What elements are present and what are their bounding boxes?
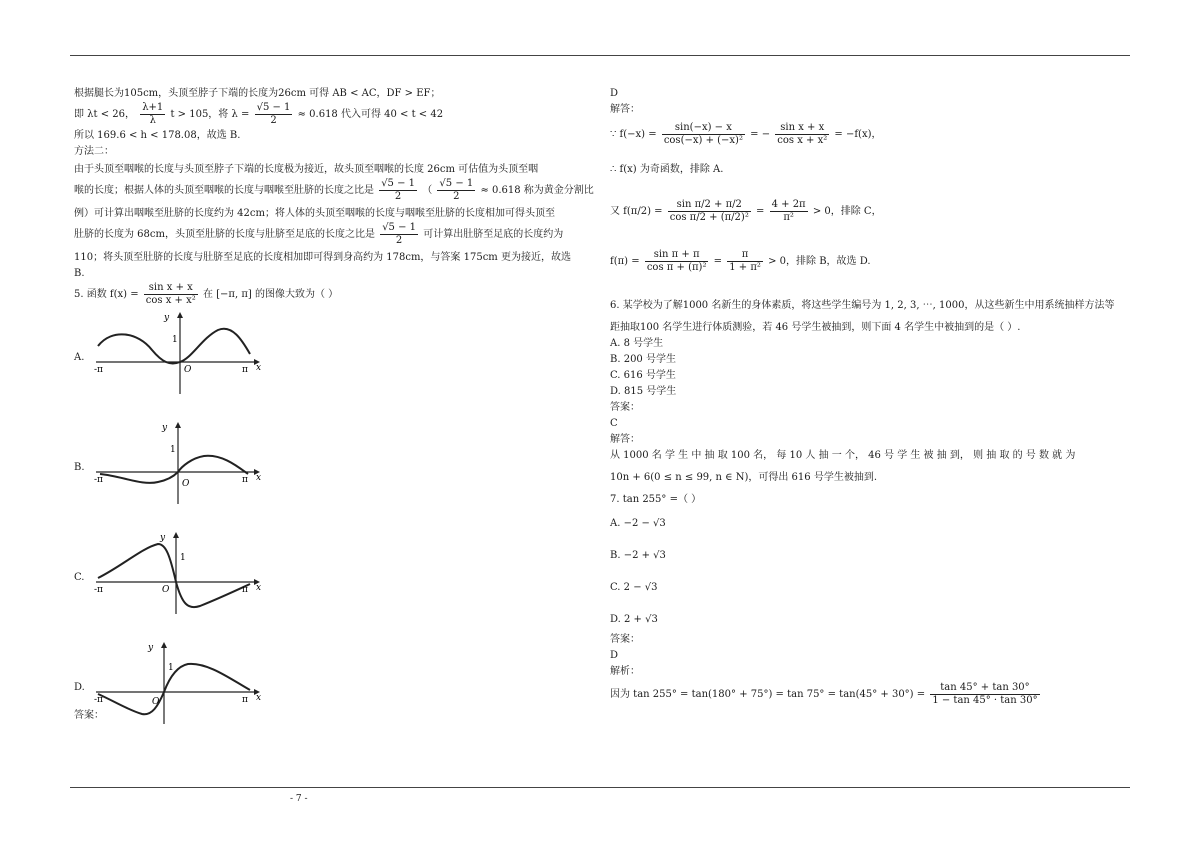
text-line: 110；将头顶至肚脐的长度与肚脐至足底的长度相加即可得到身高约为 178cm，与答案 175cm 更为接近，故选 xyxy=(74,252,571,263)
fraction: $\frac{√5 - 1}{2}$ xyxy=(382,222,417,246)
text-line: 肚脐的长度为 68cm，头顶至肚脐的长度与肚脐至足底的长度之比是 $\frac{√5 - 1}{2}$ 可计算出肚脐至足底的长度约为 xyxy=(74,222,564,246)
option: D. 815 号学生 xyxy=(610,386,677,397)
svg-text:O: O xyxy=(184,365,192,375)
option-label: A. xyxy=(74,352,85,363)
svg-text:x: x xyxy=(256,473,262,483)
math-line: 又 f(π/2) = $\frac{\text{sin π/2 + π/2}}{\text{cos π/2 + (π/2)²}}$ = $\frac{4 + 2\pi}{\text{π²}}$ > 0，排除 C， xyxy=(610,199,882,223)
fraction: $\frac{\sin(-x) - x}{\text{cos(−x) + (−x)²}}$ xyxy=(663,122,743,146)
svg-text:-π: -π xyxy=(94,475,103,485)
text-line: 10n + 6(0 ≤ n ≤ 99, n ∈ N)，可得出 616 号学生被抽到. xyxy=(610,472,877,483)
svg-text:π: π xyxy=(242,365,248,375)
option: B. 200 号学生 xyxy=(610,354,676,365)
option-b xyxy=(74,420,594,530)
svg-text:O: O xyxy=(162,585,170,595)
fraction: $\frac{\lambda+1}{\lambda}$ xyxy=(142,102,164,126)
question-5: 5. 函数 f(x) = $\frac{\text{sin x + x}}{\text{cos x + x²}}$ 在 [−π, π] 的图像大致为（ ） xyxy=(74,282,339,306)
text-line: 即 λt < 26， $\frac{\lambda+1}{\lambda}$ t > 105，将 λ = $\frac{√5 - 1}{2}$ ≈ 0.618 代入可得 40 < t < 42 xyxy=(74,102,444,126)
option-d xyxy=(74,640,594,750)
fraction: $\frac{4 + 2\pi}{\text{π²}}$ xyxy=(771,199,806,223)
solution-label: 解答： xyxy=(610,104,640,115)
svg-text:O: O xyxy=(182,479,190,489)
left-column xyxy=(74,86,594,724)
svg-text:y: y xyxy=(164,313,170,323)
text-line: 距抽取100 名学生进行体质测验，若 46 号学生被抽到，则下面 4 名学生中被抽到的是（ ）. xyxy=(610,322,1021,333)
option-label: D. xyxy=(74,682,85,693)
question-6: 6. 某学校为了解1000 名新生的身体素质，将这些学生编号为 1, 2, 3, ⋯, 1000，从这些新生中用系统抽样方法等 xyxy=(610,300,1115,311)
solution-label: 解答： xyxy=(610,434,640,445)
option-a xyxy=(74,310,594,420)
math-line: ∵ f(−x) = $\frac{\sin(-x) - x}{\text{cos(−x) + (−x)²}}$ = − $\frac{\text{sin x + x}}{\text{cos x + x²}}$ = −f(x)， xyxy=(610,122,882,146)
option-d-graph xyxy=(92,640,262,726)
right-column xyxy=(610,86,1130,710)
text-line: ∴ f(x) 为奇函数，排除 A. xyxy=(610,164,724,175)
svg-text:x: x xyxy=(256,583,262,593)
answer-label: 答案： xyxy=(610,634,640,645)
fraction: $\frac{\text{sin π + π}}{\text{cos π + (π)²}}$ xyxy=(646,249,707,273)
text-line: B. xyxy=(74,268,85,279)
svg-text:π: π xyxy=(242,585,248,595)
option: B. −2 + √3 xyxy=(610,550,666,561)
math-line: 因为 tan 255° = tan(180° + 75°) = tan 75° = tan(45° + 30°) = $\frac{\tan 45^\circ + \tan 30^\circ}{1 - \tan 45^\circ \cdot \tan 30^\circ}$ xyxy=(610,682,1038,706)
svg-text:x: x xyxy=(256,693,262,703)
svg-text:y: y xyxy=(160,533,166,543)
fraction: $\frac{\tan 45^\circ + \tan 30^\circ}{1 - \tan 45^\circ \cdot \tan 30^\circ}$ xyxy=(932,682,1038,706)
option-label: C. xyxy=(74,572,85,583)
answer-value: C xyxy=(610,418,618,429)
option: C. 616 号学生 xyxy=(610,370,676,381)
option-c xyxy=(74,530,594,640)
bottom-rule xyxy=(70,787,1130,788)
svg-text:π: π xyxy=(242,695,248,705)
option-a-graph xyxy=(92,310,262,396)
svg-text:1: 1 xyxy=(172,335,178,345)
question-7: 7. tan 255° =（ ） xyxy=(610,494,702,505)
text-line: 方法二： xyxy=(74,146,114,157)
option: A. −2 − √3 xyxy=(610,518,666,529)
svg-text:1: 1 xyxy=(168,663,174,673)
fraction: $\frac{\text{sin x + x}}{\text{cos x + x²}}$ xyxy=(145,282,196,306)
text-line: 喉的长度；根据人体的头顶至咽喉的长度与咽喉至肚脐的长度之比是 $\frac{√5 - 1}{2}$ （ $\frac{√5 - 1}{2}$ ≈ 0.618 称为黄金分割比 xyxy=(74,178,594,202)
fraction: $\frac{\text{sin x + x}}{\text{cos x + x²}}$ xyxy=(777,122,828,146)
svg-text:π: π xyxy=(242,475,248,485)
answer-value: D xyxy=(610,88,619,99)
text-line: 根据腿长为105cm，头顶至脖子下端的长度为26cm 可得 AB < AC，DF > EF； xyxy=(74,88,441,99)
svg-text:O: O xyxy=(152,697,160,707)
svg-text:-π: -π xyxy=(94,365,103,375)
answer-label: 答案： xyxy=(610,402,640,413)
option-label: B. xyxy=(74,462,85,473)
option: A. 8 号学生 xyxy=(610,338,664,349)
svg-text:y: y xyxy=(162,423,168,433)
fraction: $\frac{√5 - 1}{2}$ xyxy=(439,178,474,202)
svg-text:x: x xyxy=(256,363,262,373)
solution-label: 解析： xyxy=(610,666,640,677)
svg-text:1: 1 xyxy=(170,445,176,455)
fraction: $\frac{√5 - 1}{2}$ xyxy=(256,102,291,126)
math-line: f(π) = $\frac{\text{sin π + π}}{\text{cos π + (π)²}}$ = $\frac{\pi}{\text{1 + π²}}$ > 0，排除 B，故选 D. xyxy=(610,249,871,273)
top-rule xyxy=(70,55,1130,56)
svg-text:-π: -π xyxy=(94,585,103,595)
svg-text:1: 1 xyxy=(180,553,186,563)
fraction: $\frac{\text{sin π/2 + π/2}}{\text{cos π/2 + (π/2)²}}$ xyxy=(669,199,749,223)
answer-value: D xyxy=(610,650,619,661)
text-line: 所以 169.6 < h < 178.08，故选 B. xyxy=(74,130,241,141)
fraction: $\frac{\pi}{\text{1 + π²}}$ xyxy=(729,249,761,273)
option-c-graph xyxy=(92,530,262,616)
option: C. 2 − √3 xyxy=(610,582,658,593)
answer-label: 答案： xyxy=(74,710,104,721)
text-line: 例）可计算出咽喉至肚脐的长度约为 42cm；将人体的头顶至咽喉的长度与咽喉至肚脐的长度相加可得头顶至 xyxy=(74,208,555,219)
text-line: 由于头顶至咽喉的长度与头顶至脖子下端的长度极为接近，故头顶至咽喉的长度 26cm 可估值为头顶至咽 xyxy=(74,164,539,175)
svg-text:y: y xyxy=(148,643,154,653)
text-line: 从 1000 名 学 生 中 抽 取 100 名， 每 10 人 抽 一 个， 46 号 学 生 被 抽 到， 则 抽 取 的 号 数 就 为 xyxy=(610,450,1076,461)
option: D. 2 + √3 xyxy=(610,614,658,625)
page-number: - 7 - xyxy=(290,794,308,804)
option-b-graph xyxy=(92,420,262,506)
svg-text:-π: -π xyxy=(94,695,103,705)
fraction: $\frac{√5 - 1}{2}$ xyxy=(381,178,416,202)
